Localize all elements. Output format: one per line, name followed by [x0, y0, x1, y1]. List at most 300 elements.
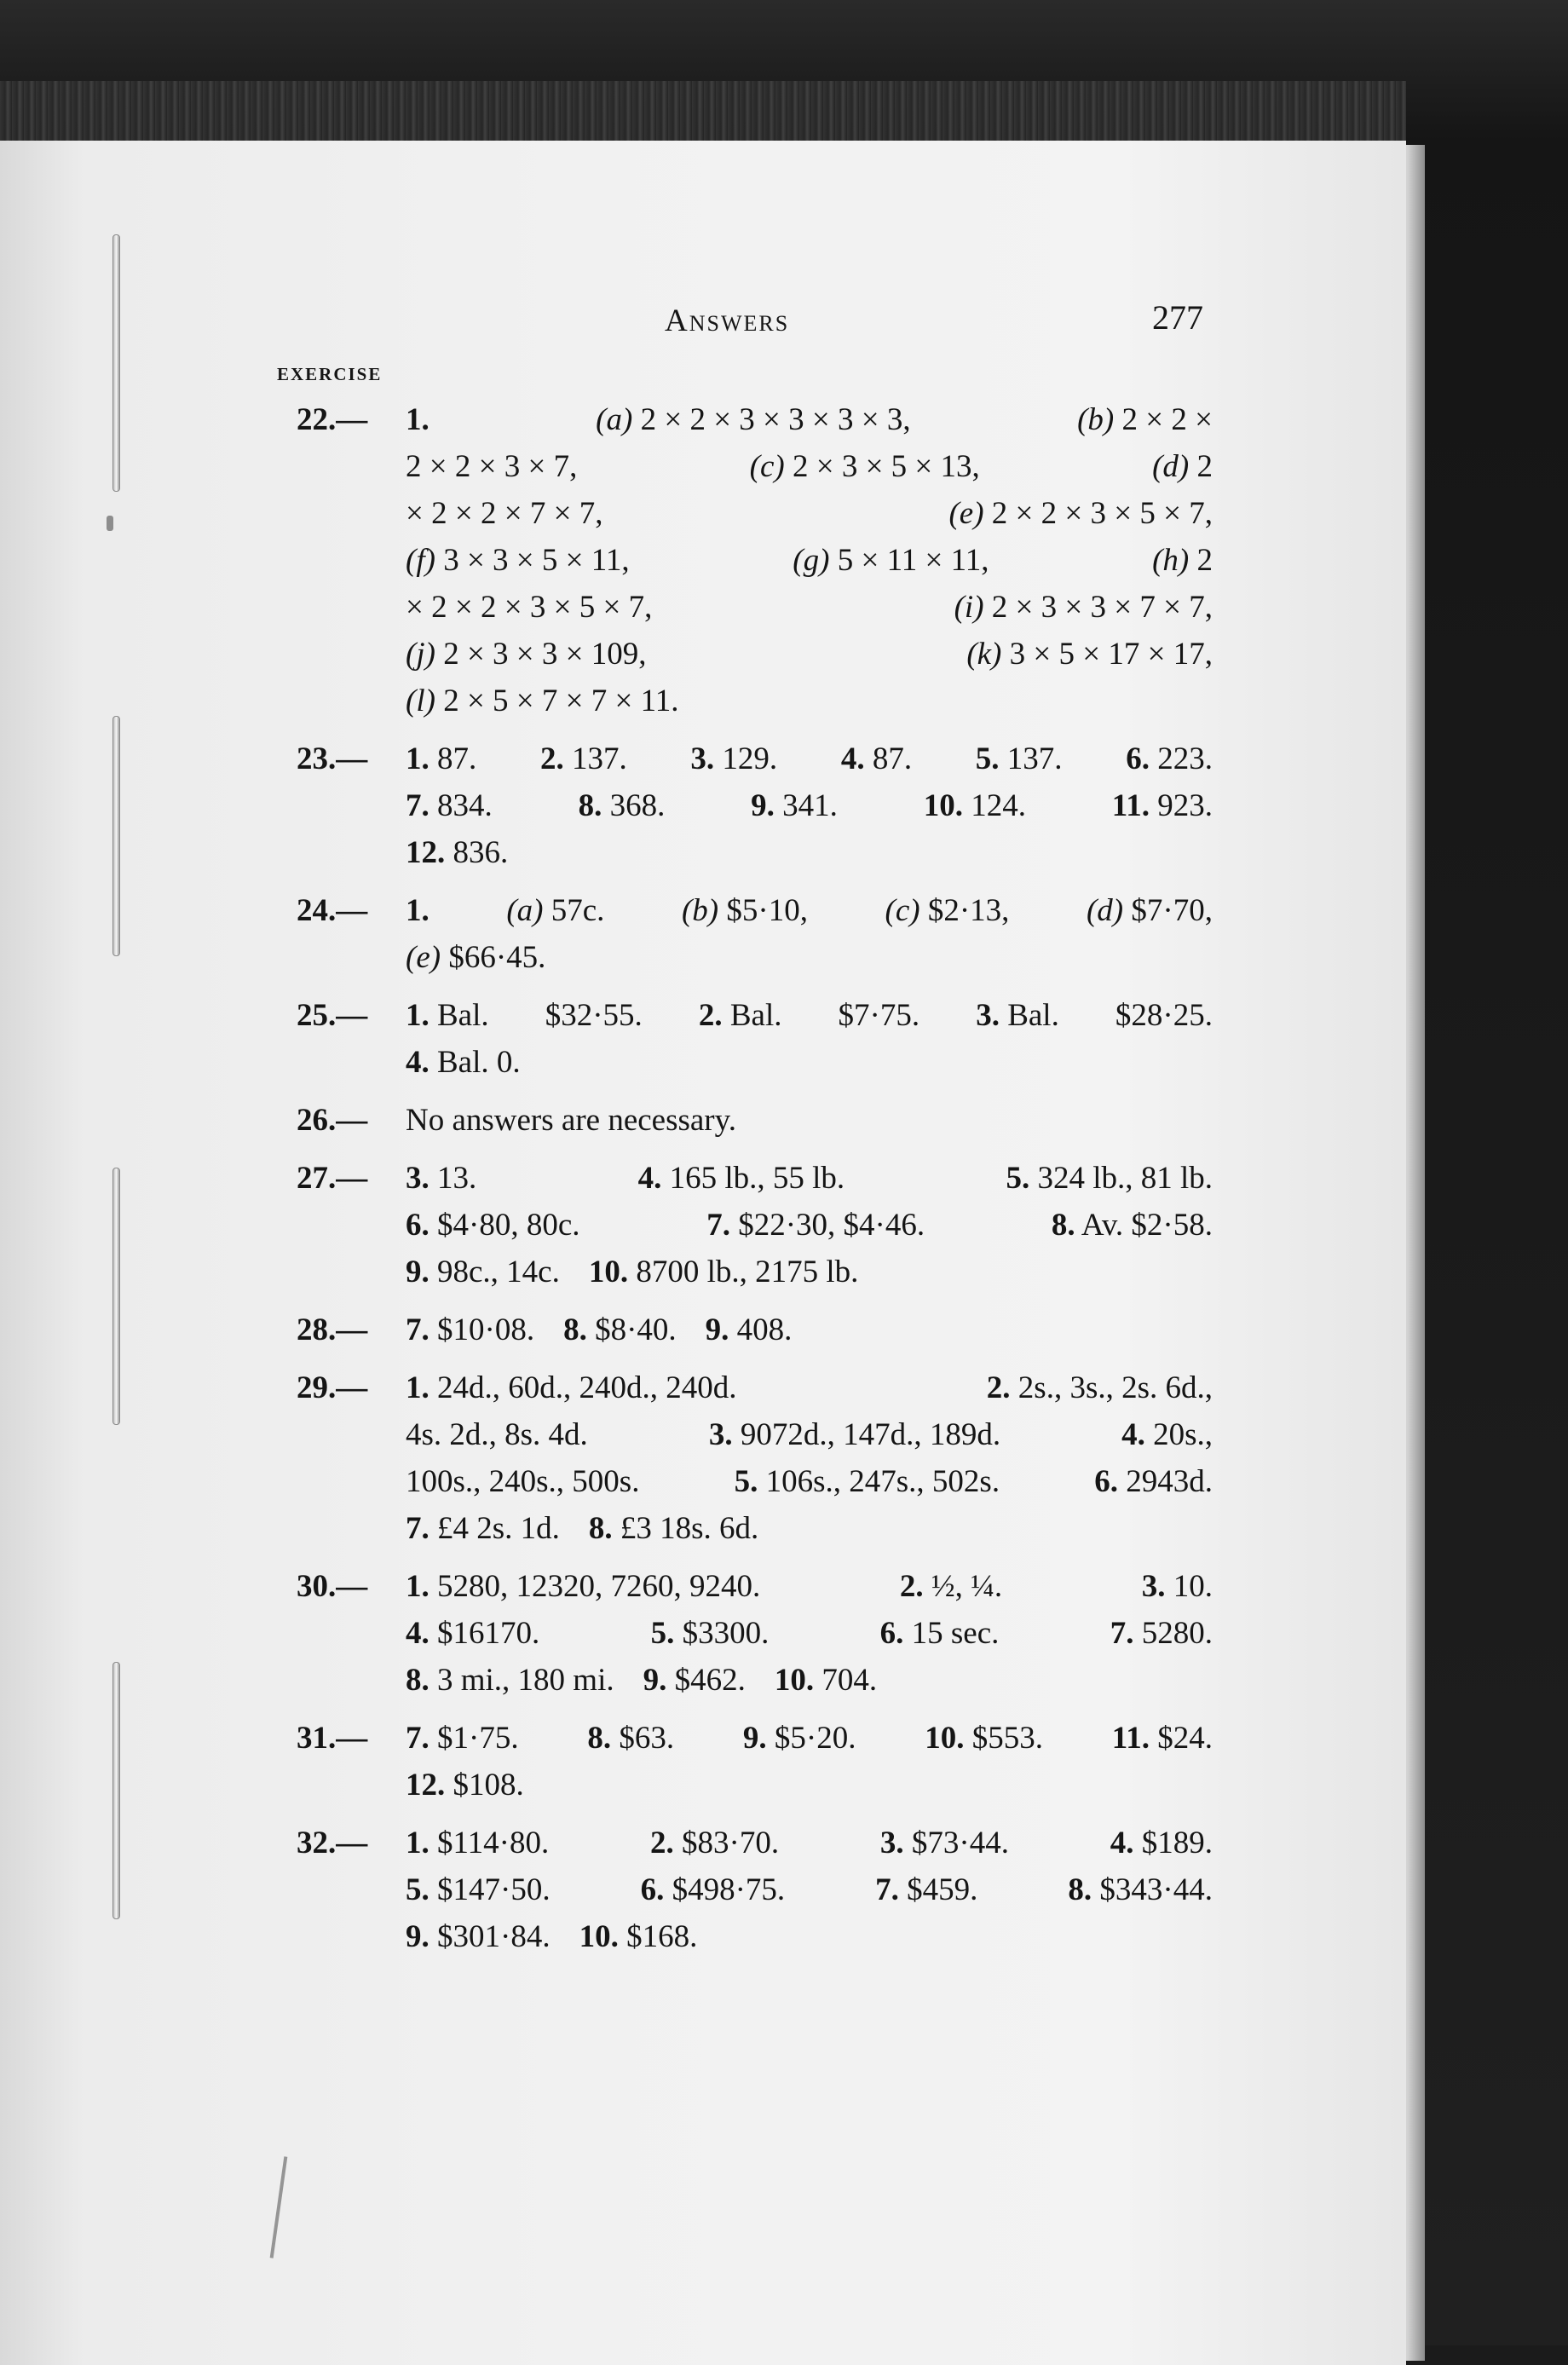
question-number: 10.: [588, 1255, 629, 1289]
answer-text: 2 × 2 × 3 × 3 × 3 × 3,: [640, 402, 911, 437]
answer-text: ½, ¼.: [931, 1569, 1003, 1604]
answer-item: [793, 537, 989, 584]
answer-entry: [297, 992, 1213, 1086]
question-number: 9.: [751, 788, 775, 823]
question-number: 7.: [406, 1721, 429, 1756]
answer-text: 2: [1196, 449, 1213, 484]
question-number: 5.: [734, 1464, 758, 1499]
question-number: 9.: [406, 1255, 429, 1289]
answer-item: [406, 1411, 588, 1458]
book-page: [0, 141, 1406, 2365]
answer-entry: [297, 1563, 1213, 1704]
answer-item: [406, 631, 647, 678]
answer-text: × 2 × 2 × 7 × 7,: [406, 496, 603, 531]
answer-text: No answers are necessary.: [406, 1103, 736, 1138]
answer-line: [406, 934, 1213, 981]
question-number: 1.: [406, 998, 429, 1033]
answer-item: [540, 735, 627, 782]
answer-text: $3300.: [682, 1616, 770, 1651]
answer-text: 836.: [453, 835, 509, 870]
answer-line: [406, 443, 1213, 490]
answer-text: Bal. 0.: [437, 1045, 521, 1080]
question-number: 6.: [640, 1872, 665, 1907]
answer-item: [406, 1202, 580, 1249]
answer-text: 2 × 3 × 3 × 7 × 7,: [991, 590, 1213, 625]
answer-text: 4s. 2d., 8s. 4d.: [406, 1417, 588, 1452]
answer-list: [297, 396, 1213, 1971]
answer-line: [406, 584, 1213, 631]
question-number: 6.: [406, 1208, 429, 1243]
page-number: 277: [1152, 298, 1203, 337]
answer-text: £3 18s. 6d.: [620, 1511, 759, 1546]
answer-item: [406, 829, 508, 876]
question-number: 4.: [840, 741, 865, 776]
answer-text: $462.: [674, 1663, 746, 1698]
answer-line: [406, 1866, 1213, 1913]
answer-text: 2943d.: [1126, 1464, 1213, 1499]
answer-item: [900, 1563, 1002, 1610]
answer-item: [406, 887, 429, 934]
answer-text: 923.: [1157, 788, 1213, 823]
answer-text: $83·70.: [682, 1826, 780, 1860]
answer-text: 137.: [571, 741, 627, 776]
answer-item: [1112, 782, 1213, 829]
question-number: 2.: [650, 1826, 674, 1860]
answer-item: [1094, 1458, 1213, 1505]
part-label: (g): [793, 543, 830, 578]
question-number: 4.: [1121, 1417, 1145, 1452]
page-header: Answers: [665, 303, 790, 338]
answer-item: [406, 1097, 736, 1144]
answer-line: [406, 829, 1213, 876]
question-number: 12.: [406, 1768, 446, 1803]
question-number: 11.: [1111, 1721, 1150, 1756]
answer-item: [750, 443, 980, 490]
question-number: 7.: [875, 1872, 899, 1907]
answer-text: $32·55.: [545, 998, 643, 1033]
answer-text: 223.: [1157, 741, 1213, 776]
part-label: (d): [1086, 893, 1124, 928]
answer-line: [406, 396, 1213, 443]
answer-item: [406, 1866, 551, 1913]
answer-item: [743, 1715, 856, 1762]
question-number: 3.: [690, 741, 715, 776]
answer-text: $7·70,: [1131, 893, 1213, 928]
answer-text: $1·75.: [437, 1721, 519, 1756]
question-number: 7.: [706, 1208, 730, 1243]
question-number: 8.: [1051, 1208, 1075, 1243]
answer-item: [406, 1715, 519, 1762]
answer-item: [406, 1039, 521, 1086]
answer-line: [406, 992, 1213, 1039]
answer-line: [406, 1913, 1213, 1960]
answer-line: [406, 1097, 1213, 1144]
binding-stitch: [112, 1662, 120, 1919]
question-number: 6.: [1126, 741, 1150, 776]
answer-text: 2 × 2 × 3 × 5 × 7,: [991, 496, 1213, 531]
answer-item: [406, 1307, 534, 1353]
question-number: 10.: [774, 1663, 815, 1698]
answer-text: 8700 lb., 2175 lb.: [636, 1255, 859, 1289]
part-label: (f): [406, 543, 435, 578]
question-number: 10.: [925, 1721, 965, 1756]
answer-text: 87.: [437, 741, 477, 776]
exercise-number: 26.—: [297, 1103, 368, 1138]
answer-line: [406, 1364, 1213, 1411]
question-number: 1.: [406, 402, 429, 437]
question-number: 2.: [899, 1569, 924, 1604]
answer-line: [406, 1762, 1213, 1808]
answer-line: [406, 1458, 1213, 1505]
answer-entry: [297, 1155, 1213, 1295]
question-number: 9.: [643, 1663, 667, 1698]
answer-item: [954, 584, 1213, 631]
answer-line: [406, 537, 1213, 584]
question-number: 8.: [406, 1663, 429, 1698]
answer-line: [406, 1820, 1213, 1866]
answer-item: [699, 992, 782, 1039]
answer-text: $343·44.: [1099, 1872, 1213, 1907]
answer-text: 704.: [821, 1663, 878, 1698]
exercise-number: 25.—: [297, 998, 368, 1033]
answer-entry: [297, 887, 1213, 981]
answer-text: 408.: [736, 1312, 793, 1347]
answer-text: $22·30, $4·46.: [738, 1208, 925, 1243]
part-label: (b): [681, 893, 719, 928]
answer-text: 24d., 60d., 240d., 240d.: [437, 1370, 737, 1405]
answer-line: [406, 735, 1213, 782]
answer-item: [563, 1307, 677, 1353]
answer-item: [589, 1249, 859, 1295]
answer-text: 2s., 3s., 2s. 6d.,: [1017, 1370, 1213, 1405]
answer-text: Bal.: [437, 998, 489, 1033]
answer-item: [506, 887, 604, 934]
answer-text: 324 lb., 81 lb.: [1037, 1161, 1213, 1196]
question-number: 3.: [879, 1826, 904, 1860]
question-number: 11.: [1111, 788, 1150, 823]
answer-text: $168.: [626, 1919, 698, 1954]
question-number: 6.: [879, 1616, 904, 1651]
answer-line: [406, 1249, 1213, 1295]
answer-line: [406, 1307, 1213, 1353]
binding-hole: [107, 516, 113, 531]
answer-item: [406, 735, 476, 782]
answer-text: $553.: [971, 1721, 1043, 1756]
part-label: (e): [948, 496, 984, 531]
answer-item: [1110, 1820, 1213, 1866]
answer-item: [406, 1563, 760, 1610]
answer-line: [406, 1563, 1213, 1610]
exercise-number: 23.—: [297, 741, 368, 776]
question-number: 5.: [406, 1872, 429, 1907]
answer-text: $498·75.: [672, 1872, 786, 1907]
question-number: 1.: [406, 1569, 429, 1604]
answer-item: [1121, 1411, 1213, 1458]
answer-item: [976, 735, 1063, 782]
answer-item: [587, 1715, 674, 1762]
answer-line: [406, 1039, 1213, 1086]
binding-stitch: [112, 1168, 120, 1425]
exercise-number: 31.—: [297, 1721, 368, 1756]
answer-text: 834.: [437, 788, 493, 823]
part-label: (a): [596, 402, 633, 437]
question-number: 2.: [986, 1370, 1011, 1405]
part-label: (h): [1152, 543, 1190, 578]
answer-item: [1112, 1715, 1213, 1762]
answer-line: [406, 1202, 1213, 1249]
answer-item: [1052, 1202, 1213, 1249]
answer-text: $5·10,: [726, 893, 808, 928]
answer-text: $4·80, 80c.: [437, 1208, 580, 1243]
answer-text: Bal.: [1007, 998, 1059, 1033]
answer-text: $147·50.: [437, 1872, 551, 1907]
exercise-number: 28.—: [297, 1312, 368, 1347]
question-number: 2.: [698, 998, 723, 1033]
answer-text: $24.: [1157, 1721, 1213, 1756]
answer-text: 87.: [872, 741, 913, 776]
question-number: 8.: [563, 1312, 587, 1347]
answer-item: [690, 735, 777, 782]
question-number: 12.: [406, 835, 446, 870]
exercise-number: 29.—: [297, 1370, 368, 1405]
answer-text: 165 lb., 55 lb.: [669, 1161, 845, 1196]
answer-text: $66·45.: [448, 940, 546, 975]
answer-text: $73·44.: [911, 1826, 1009, 1860]
answer-item: [775, 1657, 877, 1704]
answer-entry: [297, 1364, 1213, 1552]
question-number: 7.: [406, 788, 429, 823]
answer-text: 2: [1196, 543, 1213, 578]
answer-entry: [297, 1307, 1213, 1353]
question-number: 1.: [406, 1826, 429, 1860]
question-number: 7.: [1110, 1616, 1134, 1651]
question-number: 10.: [923, 788, 963, 823]
answer-text: 5280, 12320, 7260, 9240.: [437, 1569, 761, 1604]
question-number: 7.: [406, 1511, 429, 1546]
exercise-label: EXERCISE: [277, 364, 383, 384]
answer-item: [706, 1202, 925, 1249]
exercise-number: 24.—: [297, 893, 368, 928]
book-binding-edge: [0, 81, 1406, 141]
answer-text: 3 × 5 × 17 × 17,: [1009, 637, 1213, 672]
answer-item: [406, 1762, 524, 1808]
answer-text: 5 × 11 × 11,: [837, 543, 989, 578]
answer-item: [735, 1458, 1000, 1505]
answer-item: [579, 1913, 698, 1960]
exercise-number: 32.—: [297, 1826, 368, 1860]
part-label: (c): [885, 893, 920, 928]
answer-text: 98c., 14c.: [437, 1255, 560, 1289]
answer-item: [406, 934, 545, 981]
answer-item: [406, 1458, 639, 1505]
answer-text: £4 2s. 1d.: [437, 1511, 560, 1546]
answer-text: 137.: [1006, 741, 1063, 776]
part-label: (e): [406, 940, 441, 975]
part-label: (k): [966, 637, 1002, 672]
question-number: 3.: [1141, 1569, 1166, 1604]
part-label: (i): [954, 590, 984, 625]
question-number: 8.: [587, 1721, 612, 1756]
question-number: 5.: [1006, 1161, 1030, 1196]
binding-stitch: [112, 234, 120, 492]
exercise-number: 22.—: [297, 402, 368, 437]
answer-text: 368.: [609, 788, 666, 823]
question-number: 7.: [406, 1312, 429, 1347]
part-label: (c): [749, 449, 785, 484]
answer-entry: [297, 396, 1213, 724]
question-number: 2.: [539, 741, 564, 776]
answer-line: [406, 1411, 1213, 1458]
question-number: 4.: [406, 1045, 429, 1080]
answer-item: [948, 490, 1213, 537]
answer-item: [406, 584, 652, 631]
answer-line: [406, 490, 1213, 537]
part-label: (b): [1077, 402, 1115, 437]
answer-item: [406, 443, 577, 490]
answer-item: [885, 887, 1010, 934]
answer-item: [596, 396, 911, 443]
part-label: (a): [506, 893, 544, 928]
exercise-number: 27.—: [297, 1161, 368, 1196]
question-number: 1.: [406, 741, 429, 776]
question-number: 3.: [976, 998, 1000, 1033]
answer-text: $7·75.: [838, 998, 920, 1033]
answer-text: 57c.: [551, 893, 605, 928]
answer-text: $459.: [907, 1872, 978, 1907]
answer-text: $2·13,: [927, 893, 1010, 928]
answer-item: [880, 1610, 1000, 1657]
question-number: 3.: [406, 1161, 429, 1196]
answer-item: [706, 1307, 793, 1353]
answer-item: [966, 631, 1213, 678]
answer-text: 341.: [782, 788, 838, 823]
answer-text: 10.: [1173, 1569, 1213, 1604]
answer-item: [751, 782, 838, 829]
answer-text: 100s., 240s., 500s.: [406, 1464, 640, 1499]
answer-item: [643, 1657, 746, 1704]
answer-line: [406, 1505, 1213, 1552]
question-number: 4.: [1110, 1826, 1134, 1860]
answer-entry: [297, 735, 1213, 876]
answer-item: [406, 1505, 560, 1552]
answer-item: [406, 1820, 549, 1866]
answer-item: [924, 782, 1026, 829]
answer-text: 2 × 2 × 3 × 7,: [406, 449, 578, 484]
answer-text: 9072d., 147d., 189d.: [740, 1417, 1001, 1452]
answer-item: [545, 992, 643, 1039]
answer-item: [406, 1610, 539, 1657]
question-number: 4.: [637, 1161, 662, 1196]
answer-item: [651, 1610, 770, 1657]
answer-text: $8·40.: [595, 1312, 677, 1347]
answer-line: [406, 678, 1213, 724]
answer-line: [406, 887, 1213, 934]
answer-text: 2 × 3 × 3 × 109,: [443, 637, 647, 672]
question-number: 1.: [406, 893, 429, 928]
answer-item: [1152, 443, 1213, 490]
answer-entry: [297, 1097, 1213, 1144]
question-number: 6.: [1094, 1464, 1118, 1499]
question-number: 8.: [1068, 1872, 1092, 1907]
answer-item: [1077, 396, 1213, 443]
answer-text: 106s., 247s., 502s.: [765, 1464, 1000, 1499]
answer-text: $16170.: [437, 1616, 540, 1651]
answer-text: $63.: [619, 1721, 675, 1756]
answer-text: Bal.: [729, 998, 782, 1033]
question-number: 3.: [708, 1417, 733, 1452]
answer-item: [1152, 537, 1213, 584]
answer-item: [682, 887, 808, 934]
answer-item: [875, 1866, 977, 1913]
answer-item: [406, 1913, 551, 1960]
answer-item: [1006, 1155, 1213, 1202]
question-number: 8.: [588, 1511, 613, 1546]
part-label: (d): [1152, 449, 1190, 484]
answer-item: [638, 1155, 845, 1202]
answer-line: [406, 1657, 1213, 1704]
answer-text: 3 × 3 × 5 × 11,: [443, 543, 630, 578]
answer-item: [987, 1364, 1213, 1411]
answer-text: 124.: [971, 788, 1026, 823]
answer-text: 3 mi., 180 mi.: [437, 1663, 614, 1698]
answer-item: [925, 1715, 1043, 1762]
answer-text: 2 × 5 × 7 × 7 × 11.: [443, 684, 679, 718]
answer-text: 2 × 2 ×: [1121, 402, 1213, 437]
answer-item: [406, 678, 679, 724]
question-number: 5.: [975, 741, 1000, 776]
answer-item: [650, 1820, 779, 1866]
answer-item: [1087, 887, 1213, 934]
answer-item: [406, 992, 489, 1039]
answer-text: $5·20.: [774, 1721, 856, 1756]
question-number: 9.: [705, 1312, 729, 1347]
answer-line: [406, 1715, 1213, 1762]
answer-item: [406, 1364, 737, 1411]
answer-item: [839, 992, 920, 1039]
part-label: (j): [406, 637, 435, 672]
answer-item: [641, 1866, 786, 1913]
answer-entry: [297, 1715, 1213, 1808]
answer-text: $189.: [1141, 1826, 1213, 1860]
answer-item: [406, 1155, 476, 1202]
answer-text: Av. $2·58.: [1081, 1208, 1213, 1243]
question-number: 1.: [406, 1370, 429, 1405]
answer-text: 2 × 3 × 5 × 13,: [792, 449, 980, 484]
answer-line: [406, 631, 1213, 678]
answer-item: [709, 1411, 1000, 1458]
answer-item: [406, 1657, 614, 1704]
answer-line: [406, 782, 1213, 829]
answer-text: $301·84.: [437, 1919, 551, 1954]
answer-entry: [297, 1820, 1213, 1960]
answer-item: [406, 782, 493, 829]
answer-item: [1110, 1610, 1213, 1657]
answer-item: [589, 1505, 758, 1552]
question-number: 9.: [406, 1919, 429, 1954]
question-number: 8.: [578, 788, 602, 823]
part-label: (l): [406, 684, 435, 718]
answer-text: × 2 × 2 × 3 × 5 × 7,: [406, 590, 653, 625]
answer-line: [406, 1610, 1213, 1657]
question-number: 5.: [650, 1616, 675, 1651]
answer-item: [880, 1820, 1009, 1866]
binding-stitch: [112, 716, 120, 956]
exercise-number: 30.—: [297, 1569, 368, 1604]
answer-text: 129.: [722, 741, 778, 776]
answer-text: 13.: [437, 1161, 477, 1196]
answer-text: $114·80.: [437, 1826, 550, 1860]
answer-text: $108.: [453, 1768, 524, 1803]
